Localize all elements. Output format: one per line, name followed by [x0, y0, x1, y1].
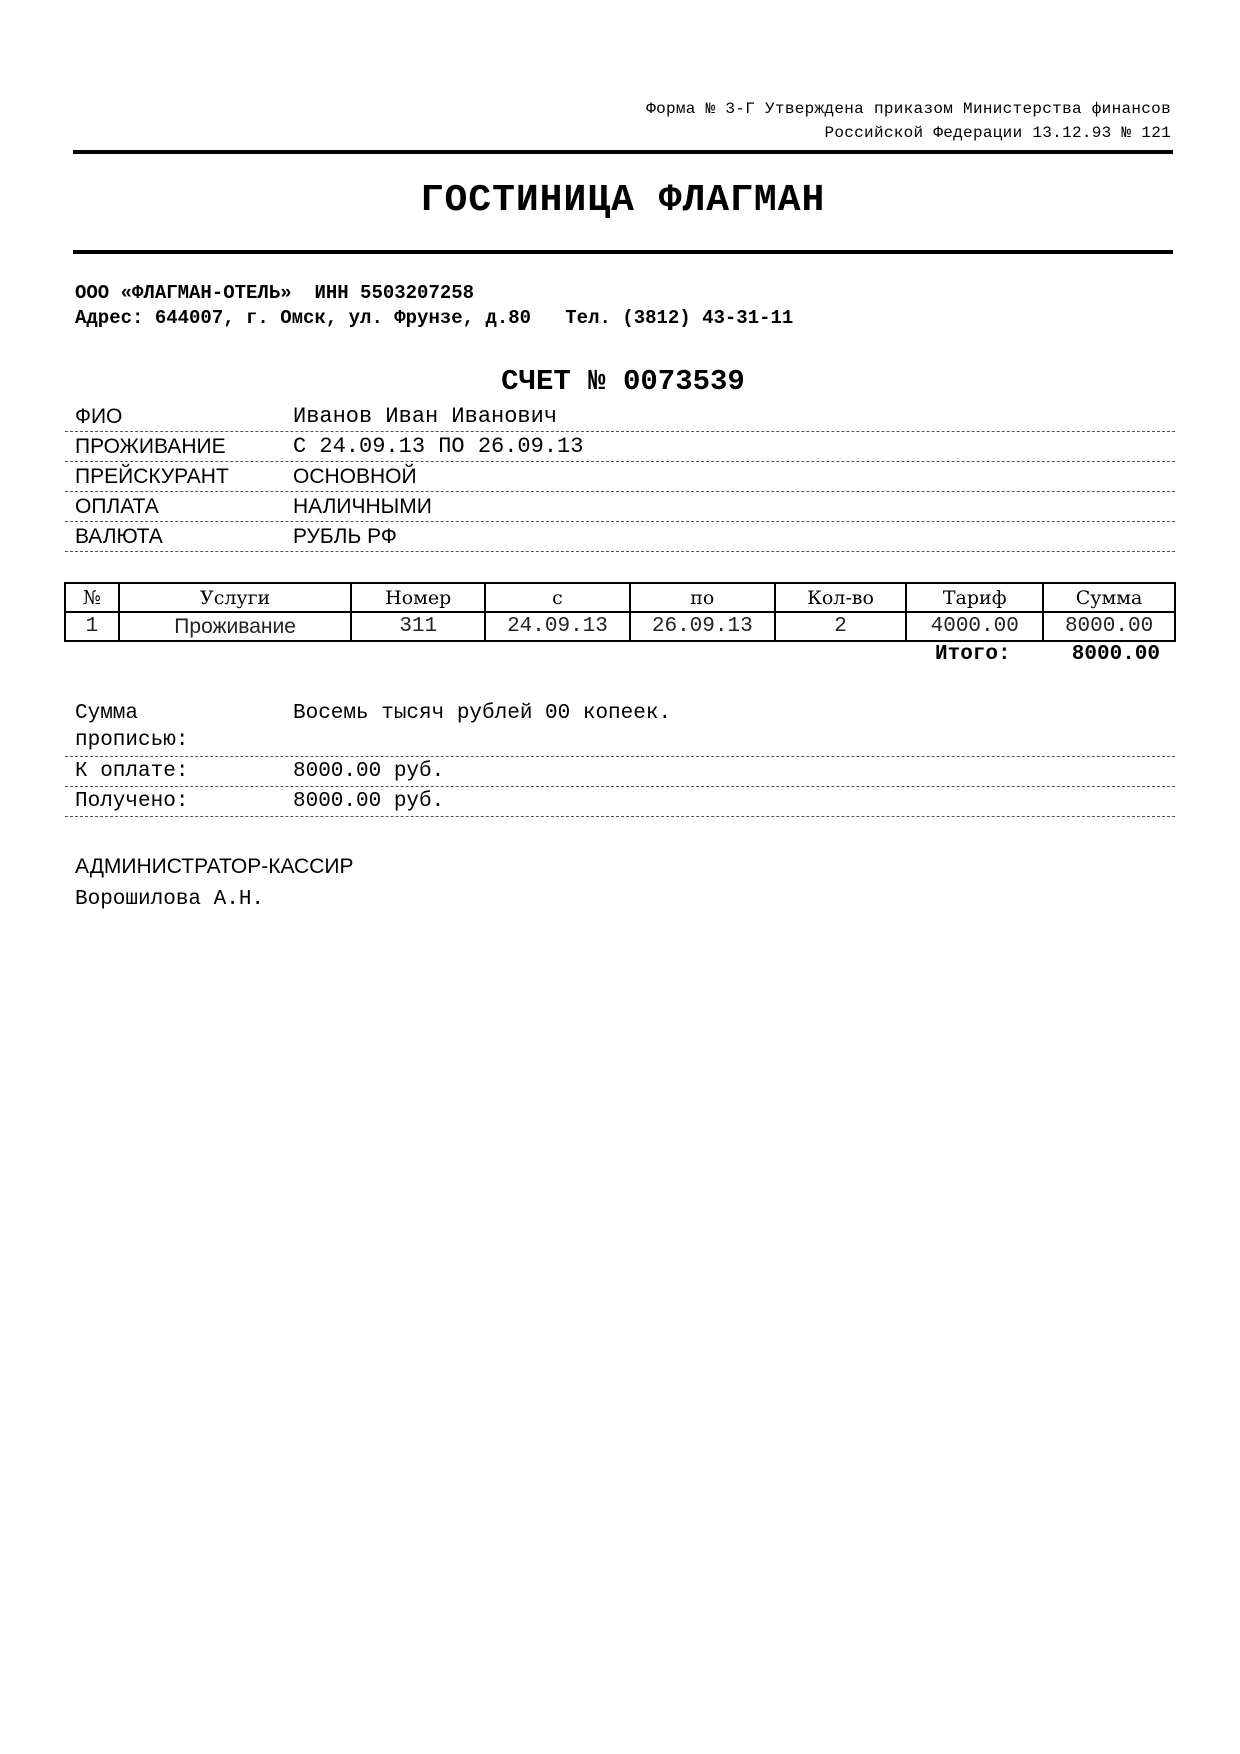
cell-from: 24.09.13 — [485, 612, 630, 641]
guest-info — [65, 402, 1175, 552]
cell-to: 26.09.13 — [630, 612, 775, 641]
to-pay-row — [65, 757, 1175, 787]
info-label: ПРОЖИВАНИЕ — [75, 435, 226, 458]
info-row-fio — [65, 402, 1175, 432]
info-value: С 24.09.13 ПО 26.09.13 — [293, 434, 584, 459]
table-row — [65, 612, 1175, 641]
company-name-inn: ООО «ФЛАГМАН-ОТЕЛЬ» ИНН 5503207258 — [75, 282, 475, 304]
header-number: № — [65, 583, 119, 612]
cell-tariff: 4000.00 — [906, 612, 1043, 641]
invoice-title: СЧЕТ № 0073539 — [501, 365, 745, 398]
info-value: НАЛИЧНЫМИ — [293, 495, 432, 518]
company-address-phone: Адрес: 644007, г. Омск, ул. Фрунзе, д.80 Тел. (3812) 43-31-11 — [75, 307, 794, 329]
info-row-payment — [65, 492, 1175, 522]
sum-in-words-value: Восемь тысяч рублей 00 копеек. — [293, 702, 672, 725]
summary-block — [65, 700, 1175, 817]
to-pay-value: 8000.00 руб. — [293, 760, 445, 783]
header-from: с — [485, 583, 630, 612]
signature-title: АДМИНИСТРАТОР-КАССИР — [75, 855, 354, 878]
sum-in-words-label-1: Сумма — [75, 702, 139, 725]
total-value: 8000.00 — [1071, 643, 1160, 666]
cell-sum: 8000.00 — [1043, 612, 1175, 641]
header-services: Услуги — [119, 583, 352, 612]
info-value: РУБЛЬ РФ — [293, 525, 397, 548]
sum-in-words-label-2: прописью: — [75, 729, 189, 752]
services-table — [64, 582, 1176, 642]
received-label: Получено: — [75, 790, 189, 813]
info-label: ФИО — [75, 405, 123, 428]
info-label: ОПЛАТА — [75, 495, 159, 518]
info-row-stay — [65, 432, 1175, 462]
cell-service: Проживание — [119, 612, 352, 641]
header-sum: Сумма — [1043, 583, 1175, 612]
header-quantity: Кол-во — [775, 583, 907, 612]
received-row — [65, 787, 1175, 817]
header-to: по — [630, 583, 775, 612]
sum-in-words-row — [65, 700, 1175, 757]
info-value: ОСНОВНОЙ — [293, 465, 417, 488]
cell-room: 311 — [351, 612, 485, 641]
total-label: Итого: — [935, 643, 1011, 666]
received-value: 8000.00 руб. — [293, 790, 445, 813]
info-value: Иванов Иван Иванович — [293, 404, 558, 429]
form-note-line1: Форма № 3-Г Утверждена приказом Министерства финансов — [646, 100, 1171, 118]
header-room: Номер — [351, 583, 485, 612]
form-note-line2: Российской Федерации 13.12.93 № 121 — [824, 124, 1171, 142]
signature-name: Ворошилова А.Н. — [75, 888, 265, 911]
bottom-rule — [73, 250, 1173, 254]
table-header-row — [65, 583, 1175, 612]
info-label: ВАЛЮТА — [75, 525, 163, 548]
header-tariff: Тариф — [906, 583, 1043, 612]
cell-number: 1 — [65, 612, 119, 641]
to-pay-label: К оплате: — [75, 760, 189, 783]
info-row-pricelist — [65, 462, 1175, 492]
hotel-title: ГОСТИНИЦА ФЛАГМАН — [420, 179, 826, 222]
top-rule — [73, 150, 1173, 154]
info-label: ПРЕЙСКУРАНТ — [75, 465, 229, 488]
info-row-currency — [65, 522, 1175, 552]
cell-quantity: 2 — [775, 612, 907, 641]
